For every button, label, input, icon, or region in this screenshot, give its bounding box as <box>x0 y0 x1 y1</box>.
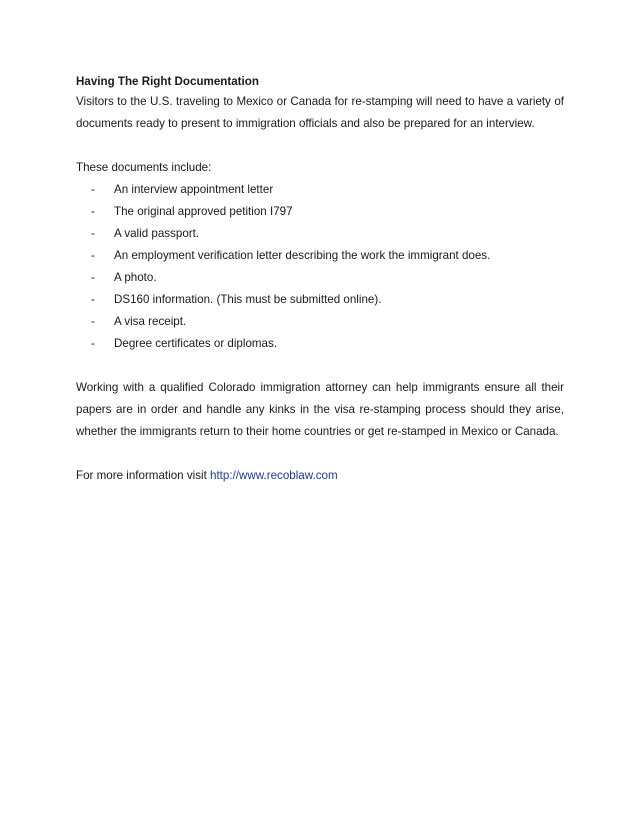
spacer <box>76 443 564 465</box>
list-item <box>76 201 564 223</box>
list-item-text: The original approved petition I797 <box>114 205 293 218</box>
closing-line-3: whether the immigrants return to their home countries or get re-stamped in Mexico or Canada. <box>76 425 559 438</box>
list-item-text: A valid passport. <box>114 227 200 240</box>
list-item-text: DS160 information. (This must be submitted online). <box>114 293 382 306</box>
section-heading: Having The Right Documentation <box>76 75 259 88</box>
list-bullet: - <box>91 205 95 218</box>
list-item-text: Degree certificates or diplomas. <box>114 337 278 350</box>
list-bullet: - <box>91 183 95 196</box>
spacer <box>76 355 564 377</box>
list-bullet: - <box>91 293 95 306</box>
list-bullet: - <box>91 227 95 240</box>
list-bullet: - <box>91 249 95 262</box>
spacer <box>76 135 564 157</box>
list-item-text: A visa receipt. <box>114 315 187 328</box>
closing-line-1: Working with a qualified Colorado immigration attorney can help immigrants ensure all their <box>76 381 564 394</box>
list-item-text: A photo. <box>114 271 157 284</box>
documents-list <box>76 179 564 355</box>
list-item <box>76 223 564 245</box>
list-item <box>76 333 564 355</box>
closing-line-2: papers are in order and handle any kinks in the visa re-stamping process should they arise, <box>76 403 564 416</box>
list-heading: These documents include: <box>76 161 212 174</box>
website-link[interactable]: http://www.recoblaw.com <box>210 469 338 482</box>
list-bullet: - <box>91 315 95 328</box>
list-item <box>76 179 564 201</box>
list-item <box>76 289 564 311</box>
list-bullet: - <box>91 337 95 350</box>
list-item <box>76 311 564 333</box>
intro-line-1: Visitors to the U.S. traveling to Mexico or Canada for re-stamping will need to have a variety of <box>76 95 564 108</box>
list-item <box>76 267 564 289</box>
document-page <box>76 72 564 487</box>
list-item-text: An employment verification letter describing the work the immigrant does. <box>114 249 491 262</box>
more-info-line <box>76 465 564 487</box>
list-bullet: - <box>91 271 95 284</box>
list-item-text: An interview appointment letter <box>114 183 274 196</box>
intro-line-2: documents ready to present to immigration officials and also be prepared for an interview. <box>76 117 535 130</box>
list-item <box>76 245 564 267</box>
more-info-text: For more information visit <box>76 469 211 482</box>
